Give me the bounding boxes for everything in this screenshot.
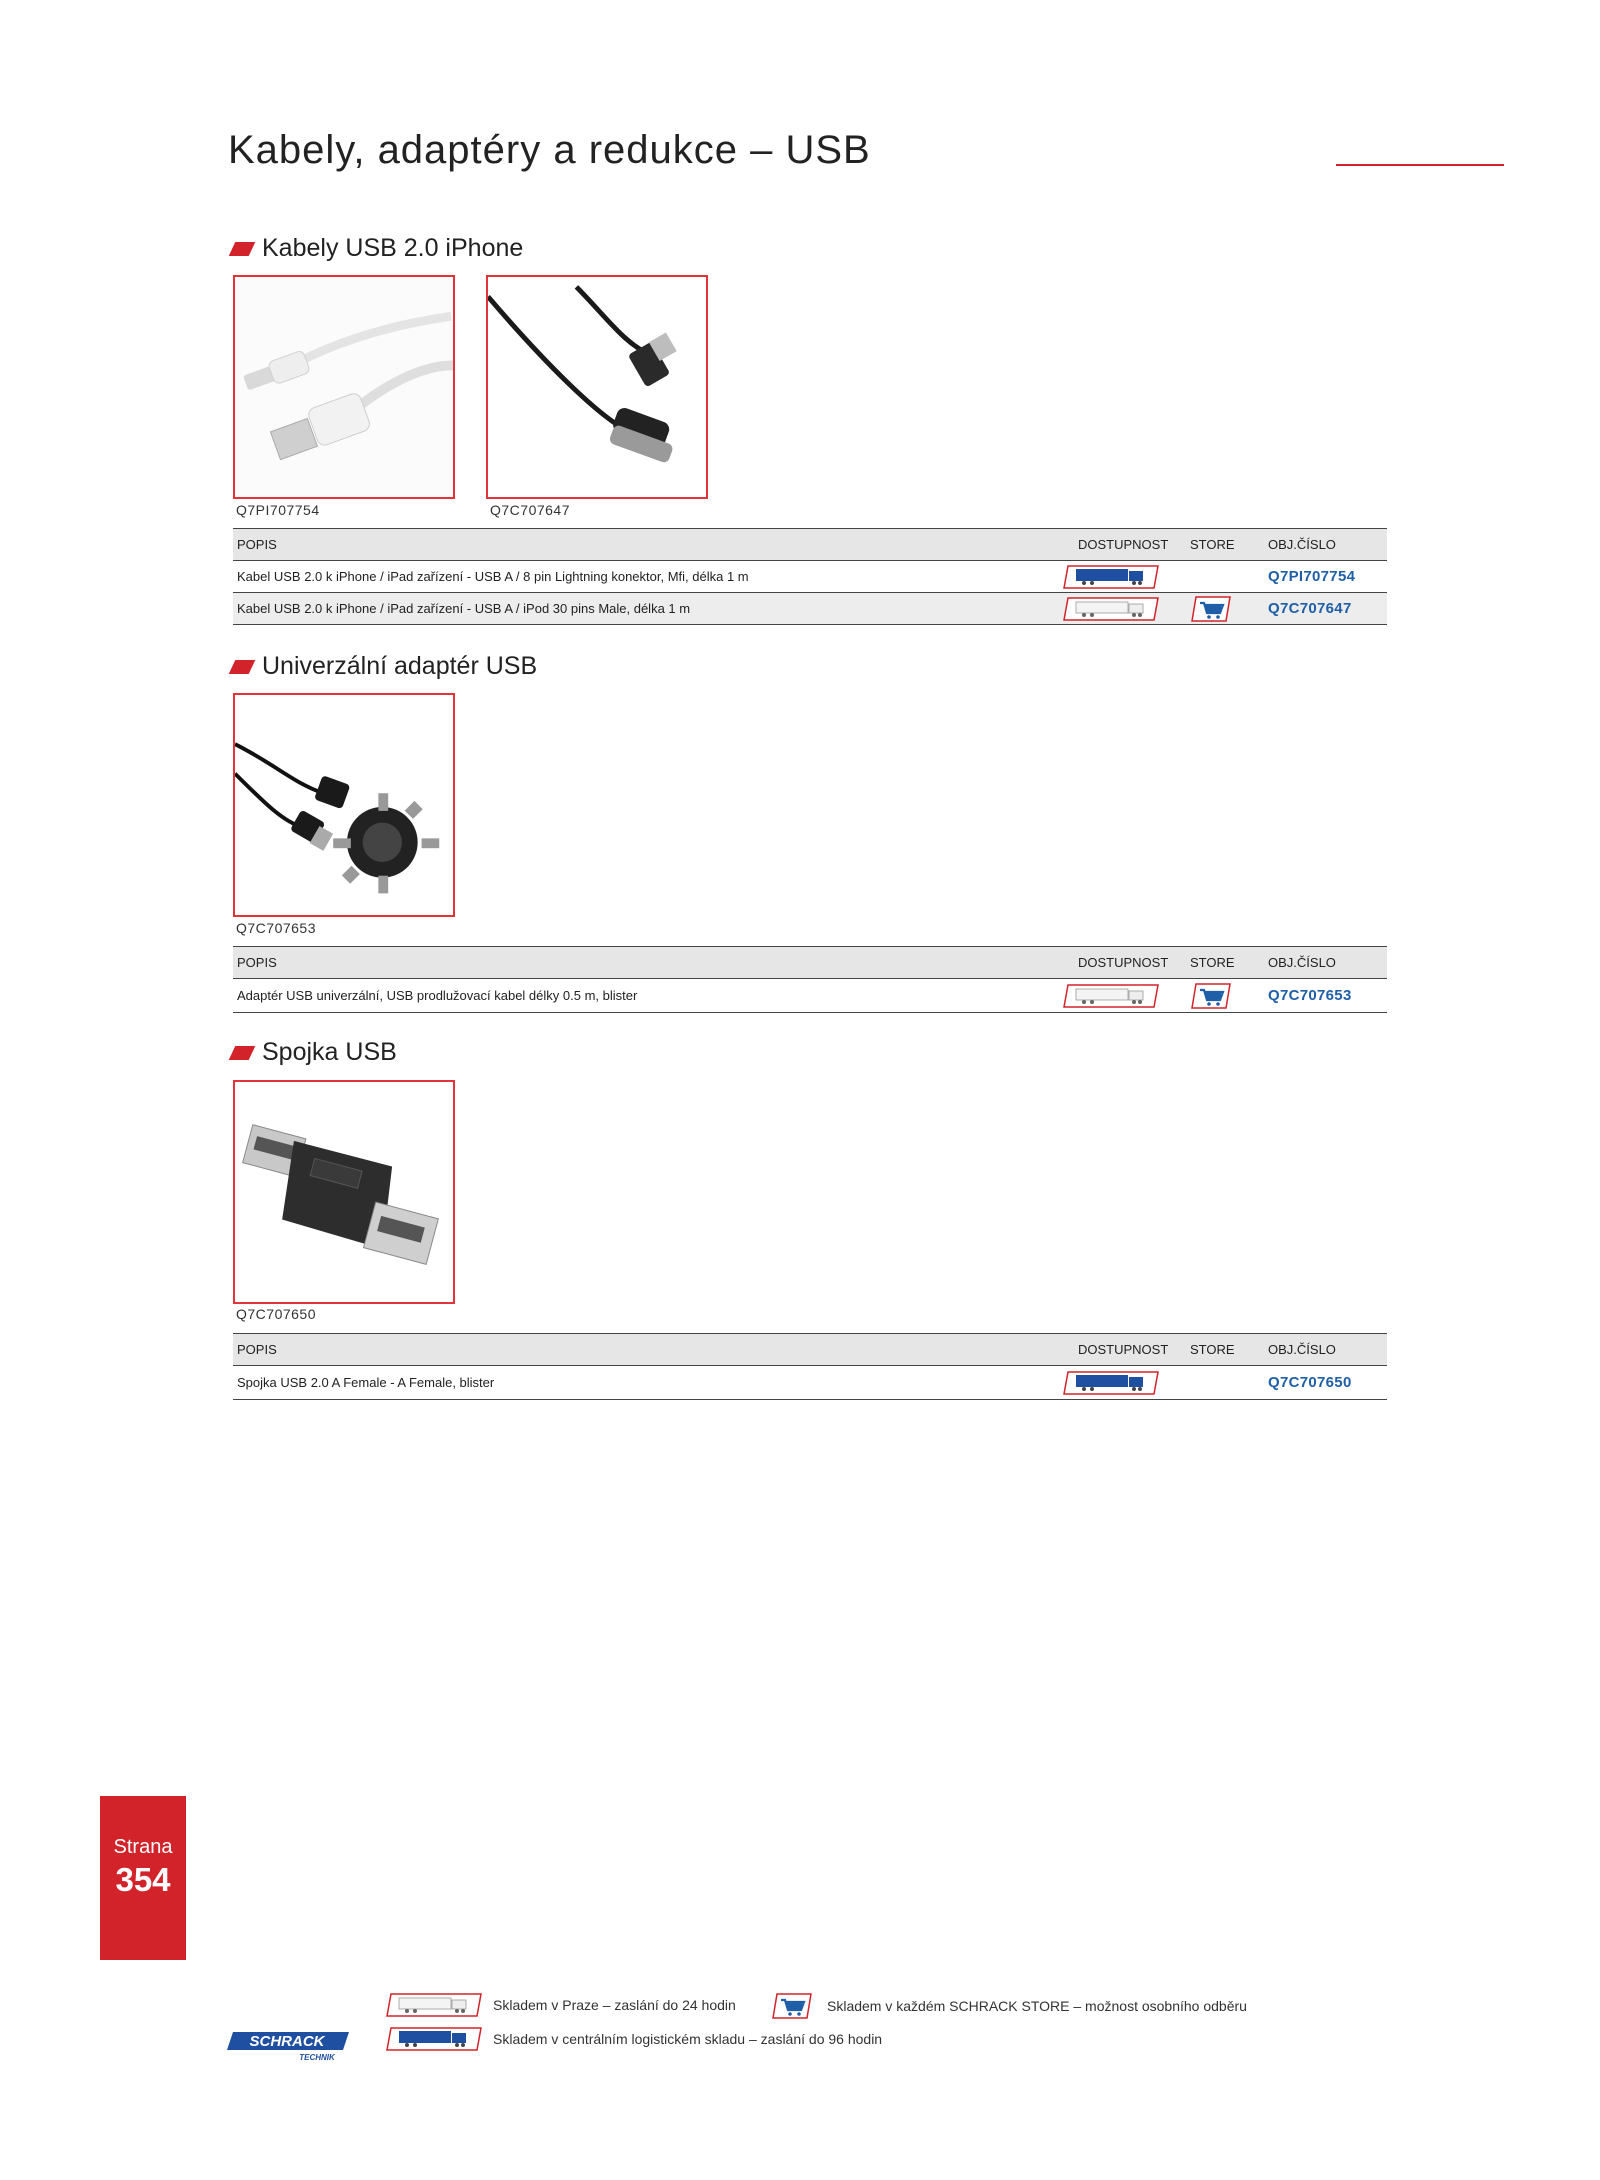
header-dostupnost: DOSTUPNOST — [1078, 1342, 1169, 1357]
table-row — [233, 979, 1387, 1013]
table-row — [233, 593, 1387, 625]
table-row — [233, 561, 1387, 593]
header-dostupnost: DOSTUPNOST — [1078, 955, 1169, 970]
header-store: STORE — [1190, 537, 1235, 552]
section-heading-universal-adapter — [232, 652, 537, 681]
product-table-universal-adapter — [233, 946, 1387, 1013]
image-code: Q7C707647 — [490, 502, 571, 518]
adapter-illustration — [235, 695, 453, 915]
product-image-usb-coupler[interactable] — [233, 1080, 455, 1304]
section-title: Univerzální adaptér USB — [262, 652, 538, 680]
truck-central-warehouse-icon — [1062, 1371, 1160, 1395]
page-title: Kabely, adaptéry a redukce – USB — [228, 128, 871, 172]
store-cell — [1186, 593, 1260, 625]
store-cart-icon — [1190, 983, 1232, 1009]
header-obj-cislo: OBJ.ČÍSLO — [1268, 1342, 1336, 1357]
truck-central-warehouse-icon — [1062, 565, 1160, 589]
legend-store — [767, 1993, 1247, 2019]
coupler-illustration — [235, 1082, 453, 1302]
page-number-badge — [100, 1796, 186, 1960]
header-store: STORE — [1190, 1342, 1235, 1357]
logo-text: SCHRACK — [249, 2033, 325, 2050]
truck-central-warehouse-icon — [385, 2027, 483, 2051]
section-heading-usb-coupler — [232, 1038, 397, 1067]
page-number: 354 — [115, 1861, 171, 1898]
logo-subtext: TECHNIK — [299, 2053, 335, 2062]
section-marker-icon — [229, 660, 256, 674]
row-description: Kabel USB 2.0 k iPhone / iPad zařízení - USB A / 8 pin Lightning konektor, Mfi, délka 1 m — [237, 569, 749, 584]
availability-cell — [1058, 979, 1186, 1013]
order-code-cell — [1260, 1366, 1387, 1400]
section-title: Kabely USB 2.0 iPhone — [262, 234, 524, 262]
header-popis: POPIS — [237, 537, 277, 552]
store-cell — [1186, 1366, 1260, 1400]
table-header-row — [233, 947, 1387, 979]
legend-central-text: Skladem v centrálním logistickém skladu – zaslání do 96 hodin — [493, 2031, 883, 2047]
availability-cell — [1058, 593, 1186, 625]
store-cell — [1186, 979, 1260, 1013]
legend-store-text: Skladem v každém SCHRACK STORE – možnost osobního odběru — [827, 1998, 1247, 2014]
title-rule — [1336, 164, 1504, 166]
truck-prague-icon — [1062, 984, 1160, 1008]
black-cable-illustration — [488, 277, 706, 497]
product-image-black-30pin-cable[interactable] — [486, 275, 708, 499]
legend-prague — [385, 1993, 736, 2017]
table-header-row — [233, 1334, 1387, 1366]
product-table-iphone-cables — [233, 528, 1387, 625]
table-row — [233, 1366, 1387, 1400]
order-code-link[interactable]: Q7C707653 — [1268, 987, 1352, 1004]
truck-prague-icon — [1062, 597, 1160, 621]
truck-prague-icon — [385, 1993, 483, 2017]
image-code: Q7C707650 — [236, 1306, 317, 1322]
white-cable-illustration — [235, 277, 453, 497]
schrack-logo — [225, 2028, 351, 2062]
image-code: Q7C707653 — [236, 920, 317, 936]
header-popis: POPIS — [237, 1342, 277, 1357]
header-dostupnost: DOSTUPNOST — [1078, 537, 1169, 552]
order-code-link[interactable]: Q7C707650 — [1268, 1374, 1352, 1391]
order-code-cell — [1260, 979, 1387, 1013]
product-image-universal-adapter[interactable] — [233, 693, 455, 917]
table-header-row — [233, 529, 1387, 561]
row-description: Adaptér USB univerzální, USB prodlužovací kabel délky 0.5 m, blister — [237, 988, 638, 1003]
store-cart-icon — [1190, 596, 1232, 622]
section-marker-icon — [229, 242, 256, 256]
row-description: Spojka USB 2.0 A Female - A Female, blister — [237, 1375, 495, 1390]
row-description: Kabel USB 2.0 k iPhone / iPad zařízení - USB A / iPod 30 pins Male, délka 1 m — [237, 601, 691, 616]
header-popis: POPIS — [237, 955, 277, 970]
page-label: Strana — [113, 1836, 173, 1858]
section-title: Spojka USB — [262, 1038, 397, 1066]
order-code-cell — [1260, 593, 1387, 625]
legend-prague-text: Skladem v Praze – zaslání do 24 hodin — [493, 1997, 736, 2013]
header-store: STORE — [1190, 955, 1235, 970]
section-heading-iphone-cables — [232, 234, 523, 263]
store-cart-icon — [767, 1993, 817, 2019]
availability-cell — [1058, 1366, 1186, 1400]
order-code-link[interactable]: Q7PI707754 — [1268, 568, 1356, 585]
availability-cell — [1058, 561, 1186, 593]
image-code: Q7PI707754 — [236, 502, 320, 518]
order-code-cell — [1260, 561, 1387, 593]
header-obj-cislo: OBJ.ČÍSLO — [1268, 955, 1336, 970]
header-obj-cislo: OBJ.ČÍSLO — [1268, 537, 1336, 552]
store-cell — [1186, 561, 1260, 593]
section-marker-icon — [229, 1046, 256, 1060]
order-code-link[interactable]: Q7C707647 — [1268, 600, 1352, 617]
product-table-usb-coupler — [233, 1333, 1387, 1400]
legend-central — [385, 2027, 882, 2051]
product-image-white-lightning-cable[interactable] — [233, 275, 455, 499]
